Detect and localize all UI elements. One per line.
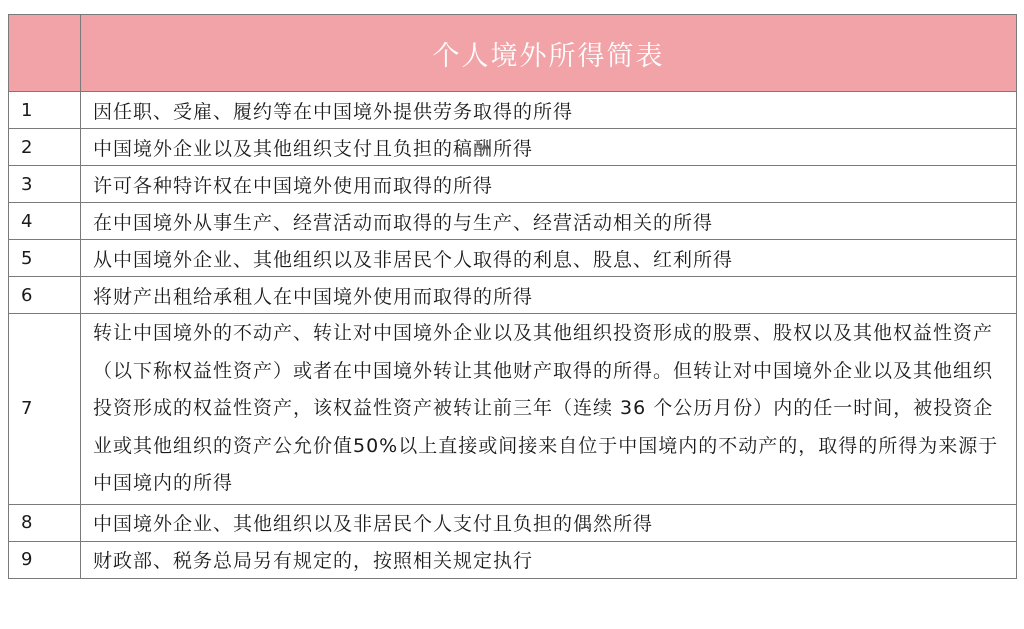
header-number-cell — [9, 15, 81, 92]
row-text: 财政部、税务总局另有规定的，按照相关规定执行 — [81, 541, 1017, 578]
row-number: 2 — [9, 129, 81, 166]
row-text: 许可各种特许权在中国境外使用而取得的所得 — [81, 166, 1017, 203]
row-number: 9 — [9, 541, 81, 578]
table-row — [9, 240, 1017, 277]
row-number: 7 — [9, 314, 81, 505]
table-title: 个人境外所得简表 — [81, 15, 1017, 92]
row-number: 4 — [9, 203, 81, 240]
row-number: 1 — [9, 92, 81, 129]
overseas-income-table — [8, 14, 1017, 579]
row-number: 8 — [9, 504, 81, 541]
table-header-row — [9, 15, 1017, 92]
table-row — [9, 314, 1017, 505]
income-table-container — [8, 14, 1016, 579]
table-row — [9, 277, 1017, 314]
row-number: 3 — [9, 166, 81, 203]
table-row — [9, 504, 1017, 541]
row-text: 将财产出租给承租人在中国境外使用而取得的所得 — [81, 277, 1017, 314]
table-row — [9, 129, 1017, 166]
row-number: 6 — [9, 277, 81, 314]
row-number: 5 — [9, 240, 81, 277]
table-row — [9, 166, 1017, 203]
table-row — [9, 92, 1017, 129]
row-text: 中国境外企业以及其他组织支付且负担的稿酬所得 — [81, 129, 1017, 166]
row-text: 从中国境外企业、其他组织以及非居民个人取得的利息、股息、红利所得 — [81, 240, 1017, 277]
row-text: 在中国境外从事生产、经营活动而取得的与生产、经营活动相关的所得 — [81, 203, 1017, 240]
table-row — [9, 203, 1017, 240]
row-text: 因任职、受雇、履约等在中国境外提供劳务取得的所得 — [81, 92, 1017, 129]
row-text: 中国境外企业、其他组织以及非居民个人支付且负担的偶然所得 — [81, 504, 1017, 541]
table-row — [9, 541, 1017, 578]
row-text: 转让中国境外的不动产、转让对中国境外企业以及其他组织投资形成的股票、股权以及其他权益性资产（以下称权益性资产）或者在中国境外转让其他财产取得的所得。但转让对中国境外企业以及其他组织投资形成的权益性资产，该权益性资产被转让前三年（连续 36 个公历月份）内的任一时间，被投资企业或其他组织的资产公允价值50%以上直接或间接来自位于中国境内的不动产的，取得的所得为来源于中国境内的所得 — [81, 314, 1017, 505]
